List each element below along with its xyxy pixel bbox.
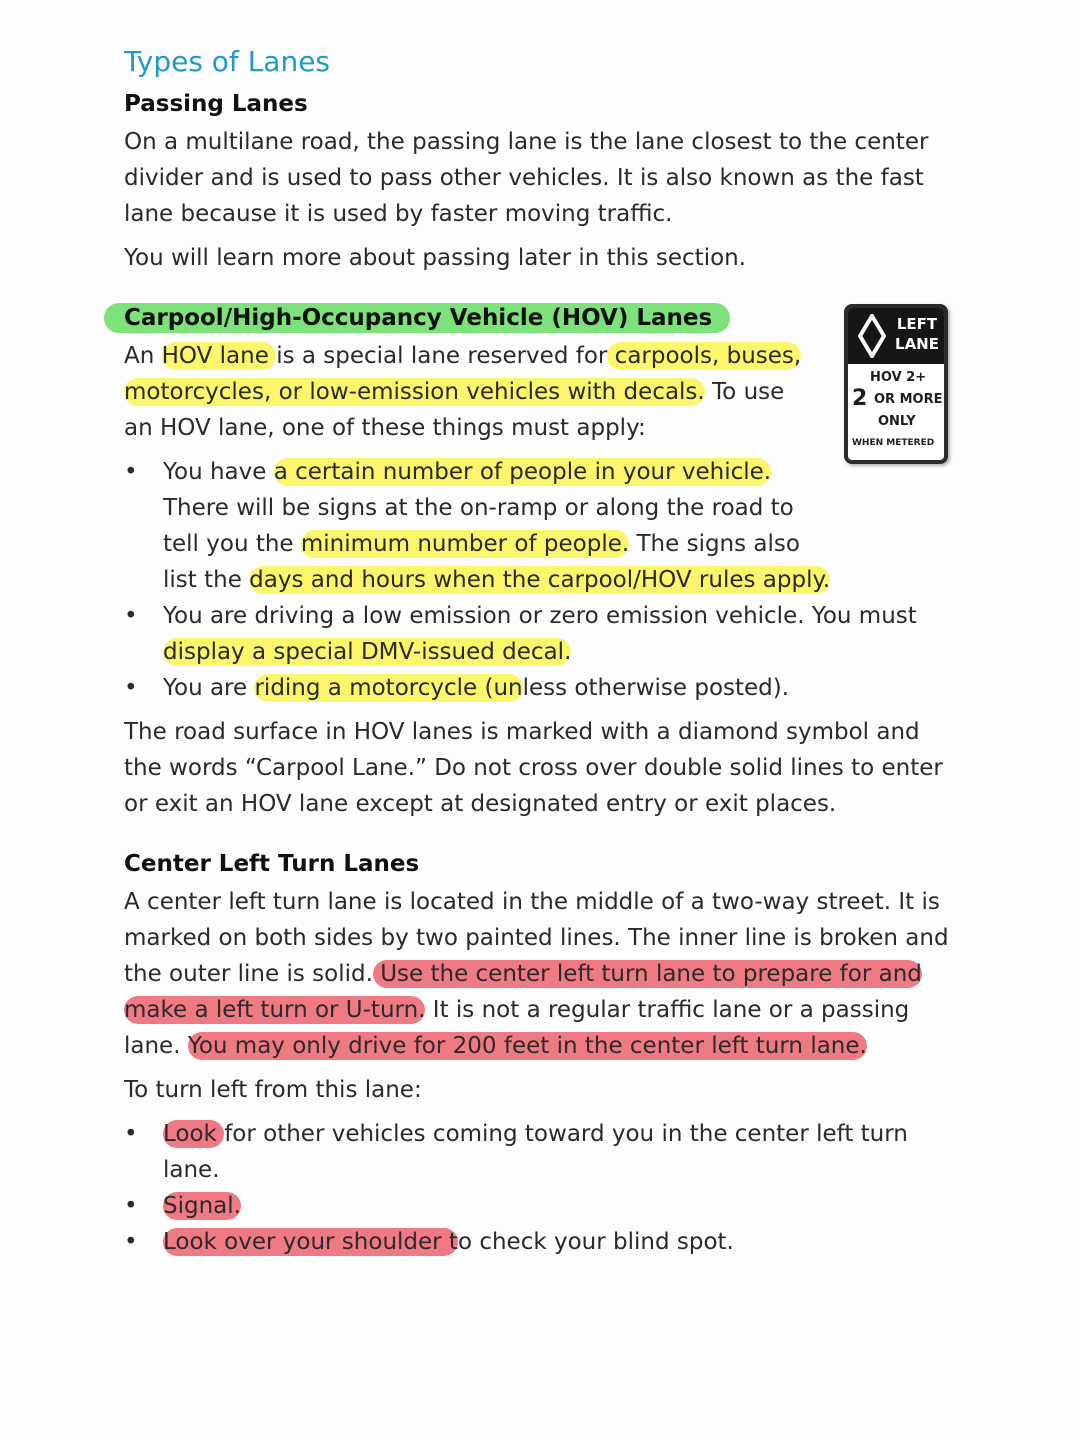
- bullet: •: [124, 1193, 138, 1219]
- turn-left-steps-list: [124, 1116, 954, 1260]
- sign-left-text: LEFT: [896, 315, 938, 333]
- text-span: list the: [163, 567, 250, 593]
- red-highlight: Look: [163, 1121, 225, 1147]
- center-left-turn-heading: Center Left Turn Lanes: [124, 851, 420, 877]
- red-highlight: You may only drive for 200 feet in the center left turn lane.: [187, 1033, 867, 1059]
- page-title: Types of Lanes: [124, 45, 331, 78]
- yellow-highlight: riding a motorcycle (un: [254, 675, 523, 701]
- red-highlight: Signal.: [163, 1193, 241, 1219]
- text-span: o check your blind spot.: [457, 1229, 734, 1255]
- center-left-turn-paragraph: [124, 884, 954, 1064]
- text-span: It is not a regular traffic lane or a passing: [425, 997, 910, 1023]
- list-item: [124, 1224, 954, 1260]
- text-span: lane.: [124, 1033, 188, 1059]
- center-left-turn-section: [124, 844, 954, 1260]
- green-highlight: Carpool/High-Occupancy Vehicle (HOV) Lanes: [104, 303, 730, 333]
- list-item: [124, 1188, 954, 1224]
- sign-left-lane-text: [894, 314, 940, 354]
- text-line: A center left turn lane is located in the middle of a two-way street. It is: [124, 889, 940, 915]
- sign-or-more-text: OR MORE: [874, 392, 943, 407]
- sign-only-text: ONLY: [878, 414, 916, 429]
- sign-lane-text: LANE: [895, 335, 939, 353]
- text-line: or exit an HOV lane except at designated entry or exit places.: [124, 791, 837, 817]
- text-span: is a special lane reserved fo: [276, 343, 598, 369]
- passing-note: You will learn more about passing later in this section.: [124, 245, 747, 271]
- text-span: for other vehicles coming toward you in the center left turn: [224, 1121, 908, 1147]
- bullet: •: [124, 1121, 138, 1147]
- bullet: •: [124, 1229, 138, 1255]
- yellow-highlight: motorcycles, or low-emission vehicles with decals.: [124, 379, 705, 405]
- red-highlight: Look over your shoulder t: [163, 1229, 458, 1255]
- sign-hov-text: HOV 2+: [870, 370, 927, 385]
- text-line: divider and is used to pass other vehicles. It is also known as the fast: [124, 165, 924, 191]
- text-span: The signs also: [629, 531, 800, 557]
- hov-lanes-heading: [124, 298, 954, 338]
- hov-intro-paragraph: [124, 338, 824, 446]
- text-span: To use: [704, 379, 785, 405]
- sign-body: [848, 364, 944, 460]
- passing-lanes-section: [124, 84, 954, 276]
- red-highlight: Use the center left turn lane to prepare for and: [372, 961, 922, 987]
- hov-surface-paragraph: [124, 714, 954, 822]
- bullet: •: [124, 459, 138, 485]
- bullet: •: [124, 603, 138, 629]
- list-item: [124, 670, 954, 706]
- text-span: An: [124, 343, 162, 369]
- passing-lanes-heading: Passing Lanes: [124, 91, 308, 117]
- diamond-icon: [858, 314, 886, 358]
- yellow-highlight: minimum number of people.: [300, 531, 630, 557]
- turn-left-intro: To turn left from this lane:: [124, 1077, 422, 1103]
- hov-lane-sign: [844, 304, 948, 464]
- text-span: You are: [163, 675, 255, 701]
- yellow-highlight: HOV lane: [161, 343, 277, 369]
- text-span: an HOV lane, one of these things must apply:: [124, 415, 646, 441]
- document-page: [124, 40, 954, 1260]
- text-span: You have: [163, 459, 274, 485]
- text-line: marked on both sides by two painted lines. The inner line is broken and: [124, 925, 949, 951]
- text-line: lane because it is used by faster moving traffic.: [124, 201, 673, 227]
- sign-header: [848, 308, 944, 364]
- text-span: You are driving a low emission or zero emission vehicle. You must: [163, 603, 917, 629]
- text-line: the words “Carpool Lane.” Do not cross over double solid lines to enter: [124, 755, 943, 781]
- hov-lanes-section: [124, 298, 954, 822]
- yellow-highlight: display a special DMV-issued decal.: [163, 639, 572, 665]
- text-line: The road surface in HOV lanes is marked with a diamond symbol and: [124, 719, 920, 745]
- hov-requirements-list: [124, 454, 954, 706]
- yellow-highlight: days and hours when the carpool/HOV rules apply.: [249, 567, 831, 593]
- text-span: r: [597, 343, 608, 369]
- list-item: [124, 1116, 954, 1188]
- list-item: [124, 598, 954, 670]
- red-highlight: make a left turn or U-turn.: [124, 997, 426, 1023]
- list-item: [124, 454, 954, 598]
- text-line: On a multilane road, the passing lane is the lane closest to the center: [124, 129, 929, 155]
- text-span: less otherwise posted).: [522, 675, 790, 701]
- text-span: the outer line is solid.: [124, 961, 373, 987]
- sign-number: 2: [852, 386, 868, 411]
- text-span: lane.: [163, 1157, 220, 1183]
- yellow-highlight: carpools, buses,: [607, 343, 802, 369]
- text-span: tell you the: [163, 531, 301, 557]
- passing-lanes-paragraph: [124, 124, 954, 232]
- yellow-highlight: a certain number of people in your vehicle.: [273, 459, 772, 485]
- bullet: •: [124, 675, 138, 701]
- text-span: There will be signs at the on-ramp or along the road to: [163, 495, 794, 521]
- sign-metered-text: WHEN METERED: [852, 438, 935, 448]
